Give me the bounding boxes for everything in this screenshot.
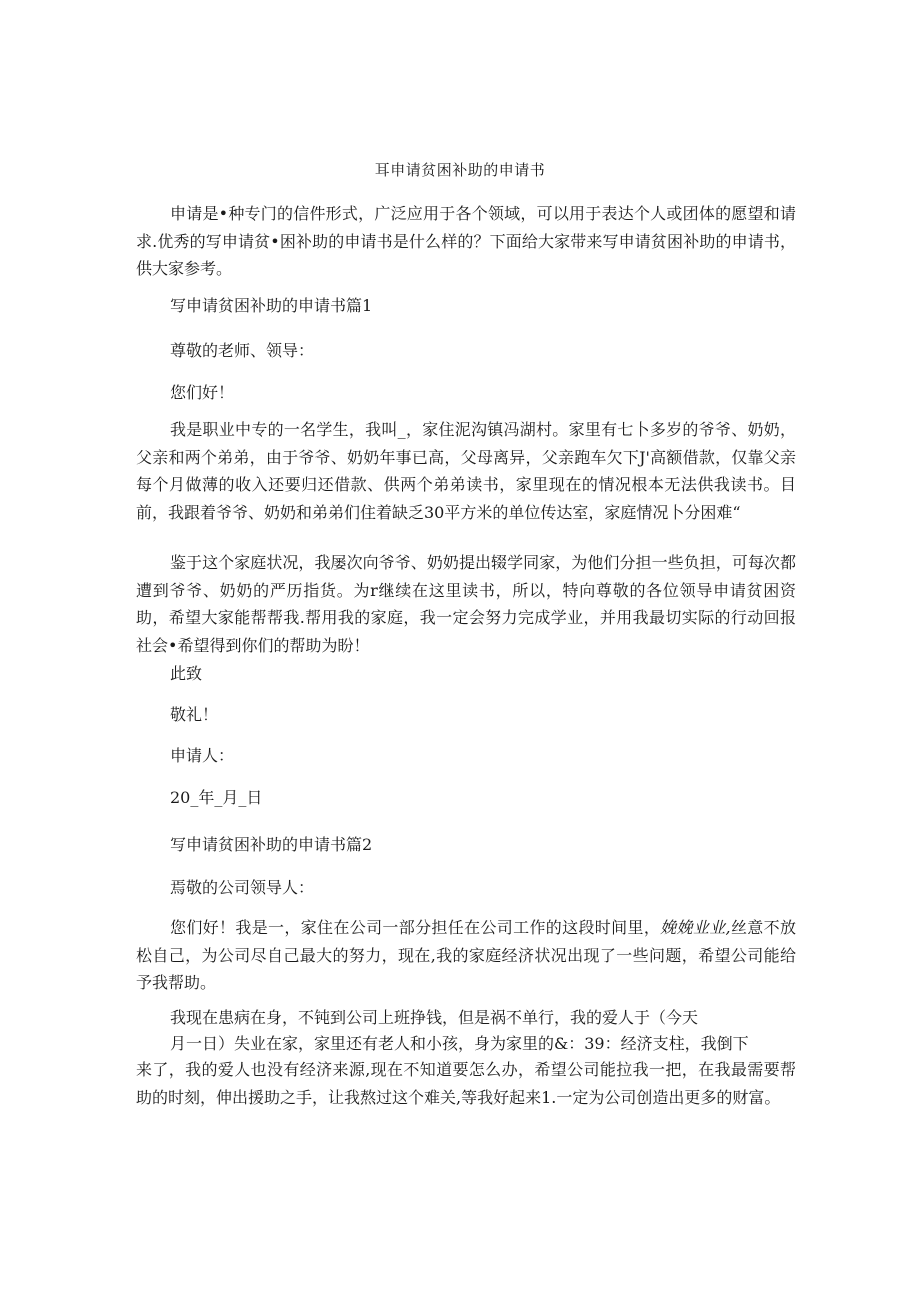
applicant-label: 申请人：: [170, 746, 235, 765]
section2-paragraph-2-line2: 月一日）失业在家，家里还有老人和小孩，身为家里的&：39：经济支柱，我倒下: [170, 1034, 749, 1053]
section2-paragraph-1-start: 您们好！我是一，家住在公司一部分担任在公司工作的这段时间里，: [170, 918, 661, 937]
intro-paragraph: 申请是•种专门的信件形式，广泛应用于各个领域，可以用于表达个人或团体的愿望和请求.优秀的写申请贫•困补助的申请书是什么样的？下面给大家带来写申请贫困补助的申请书，供大家参考。: [136, 204, 796, 278]
section2-paragraph-1-italic: 娩娩业业,: [660, 918, 731, 937]
section2-salutation: 焉敬的公司领导人：: [170, 878, 315, 897]
section2-paragraph-1: [136, 914, 796, 997]
section2-paragraph-2-line1: 我现在患病在身，不钝到公司上班挣钱，但是祸不单行，我的爱人于（今天: [170, 1008, 699, 1027]
section1-greeting: 您们好！: [170, 383, 235, 402]
closing-zhizhi: 此致: [170, 664, 203, 683]
section1-salutation: 尊敬的老师、领导：: [170, 341, 315, 360]
section2-heading: 写申请贫困补助的申请书篇2: [170, 835, 373, 854]
section1-paragraph-1: 我是职业中专的一名学生，我叫_，家住泥沟镇冯湖村。家里有七卜多岁的爷爷、奶奶，父亲和两个弟弟，由于爷爷、奶奶年事已高，父母离异，父亲跑车欠下J'高额借款，仅靠父亲每个月做薄的收入还要归还借款、供两个弟弟读书，家里现在的情况根本无法供我读书。目前，我跟着爷爷、奶奶和弟弟们住着缺乏30平方米的单位传达室，家庭情况卜分困难“: [136, 420, 796, 522]
date-line: 20_年_月_日: [170, 788, 263, 807]
document-title: 耳申请贫困补助的申请书: [374, 161, 546, 179]
section1-heading: 写申请贫困补助的申请书篇1: [170, 296, 373, 315]
closing-jingli: 敬礼！: [170, 705, 219, 724]
section2-paragraph-2-rest: 来了，我的爱人也没有经济来源,现在不知道要怎么办，希望公司能拉我一把，在我最需要帮助的时刻，伸出援助之手，让我熬过这个难关,等我好起来1.一定为公司创造出更多的财富。: [136, 1060, 796, 1107]
section2-paragraph-1-end: 丝意不放松自己，为公司尽自己最大的努力，现在,我的家庭经济状况出现了一些问题，希望公司能给予我帮助。: [136, 918, 796, 992]
section1-paragraph-2: 鉴于这个家庭状况，我屡次向爷爷、奶奶提出辍学同家，为他们分担一些负担，可每次都遭到爷爷、奶奶的严历指货。为r继续在这里读书，所以，特向尊敬的各位领导申请贫困资助，希望大家能帮帮我.帮用我的家庭，我一定会努力完成学业，并用我最切实际的行动回报社会•希望得到你们的帮助为盼！: [136, 553, 796, 655]
